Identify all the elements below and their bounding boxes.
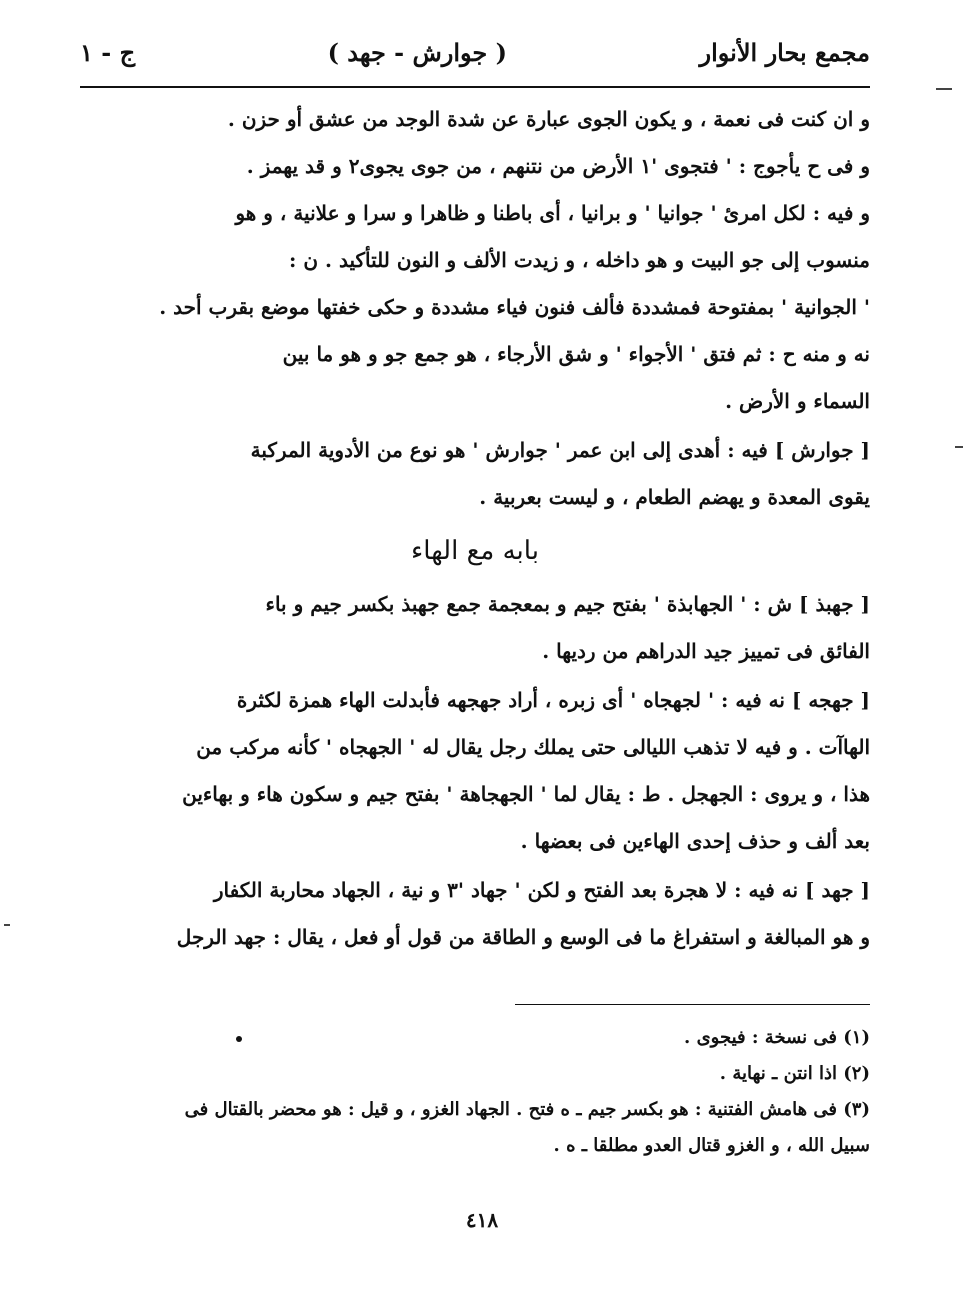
text-line: منسوب إلى جو البيت و هو داخله ، و زيدت الألف و النون للتأكيد . ن : (289, 248, 870, 272)
footnotes (80, 1020, 870, 1164)
text-line: [ جوارش ] فيه : أهدى إلى ابن عمر ' جوارش ' هو نوع من الأدوية المركبة (250, 438, 870, 462)
text-line: الفائق فى تمييز جيد الدراهم من رديها . (542, 639, 870, 663)
body-text (80, 96, 870, 961)
page-number: ٤١٨ (465, 1208, 499, 1232)
entry-jahjah (80, 677, 870, 865)
paragraph-jawa (80, 96, 870, 425)
running-header (80, 30, 870, 74)
volume-number: ج - ١ (80, 37, 136, 67)
text-line: ' الجوانية ' بمفتوحة فمشددة فألف فنون فياء مشددة و حكى خفتها موضع بقرب أحد . (159, 295, 870, 319)
footnote-2: (٢) اذا انتن ـ نهاية . (719, 1063, 870, 1084)
scan-margin-mark (4, 924, 10, 926)
header-rule (80, 86, 870, 88)
text-line: نه و منه ح : ثم فتق ' الأجواء ' و شق الأرجاء ، هو جمع جو و هو ما بين (282, 342, 870, 366)
scan-margin-mark (936, 88, 952, 90)
section-range: ( جوارش - جهد ) (327, 37, 507, 67)
footnote-3: (٣) فى هامش الفتنية : هو بكسر جيم ـ ه فتح . الجهاد الغزو ، و قيل : هو محضر بالقتال فى (184, 1099, 870, 1120)
text-line: و فيه : لكل امرئ ' جوانيا ' و برانيا ، أى باطنا و ظاهرا و سرا و علانية ، و هو (235, 201, 870, 225)
footnote-3-continued: سبيل الله ، و الغزو قتال العدو مطلقا ـ ه . (553, 1135, 870, 1156)
text-line: هذا ، و يروى : الجهجل . ط : يقال لما ' الجهجاهة ' بفتح جيم و سكون هاء و بهاءين (182, 782, 870, 806)
text-line: بعد ألف و حذف إحدى الهاءين فى بعضها . (520, 829, 870, 853)
text-line: و هو المبالغة و استفراغ ما فى الوسع و الطاقة من قول أو فعل ، يقال : جهد الرجل (176, 925, 870, 949)
text-line: [ جهد ] نه فيه : لا هجرة بعد الفتح و لكن ' جهاد '٣ و نية ، الجهاد محاربة الكفار (213, 878, 870, 902)
entry-jahbadh (80, 581, 870, 675)
text-line: الهاآت . و فيه لا تذهب الليالى حتى يملك رجل يقال له ' الجهجاه ' كأنه مركب من (196, 735, 870, 759)
footnote-1: (١) فى نسخة : فيجوى . (684, 1027, 870, 1048)
text-line: يقوى المعدة و يهضم الطعام ، و ليست بعربية . (479, 485, 870, 509)
footnote-rule (515, 1004, 870, 1005)
chapter-heading: بابه مع الهاء (411, 536, 539, 566)
text-line: [ جهبذ ] ش : ' الجهابذة ' بفتح جيم و بمعجمة جمع جهبذ بكسر جيم و باء (265, 592, 870, 616)
text-line: و ان كنت فى نعمة ، و يكون الجوى عبارة عن شدة الوجد من عشق أو حزن . (227, 107, 870, 131)
text-line: [ جهجه ] نه فيه : ' لجهجاه ' أى زبره ، أراد جهجهه فأبدلت الهاء همزة لكثرة (236, 688, 870, 712)
scan-margin-mark (955, 446, 963, 448)
entry-jahd (80, 867, 870, 961)
entry-jawarish (80, 427, 870, 521)
text-line: السماء و الأرض . (725, 389, 870, 413)
text-line: و فى ح يأجوج : ' فتجوى '١ الأرض من نتنهم ، من جوى يجوى٢ و قد يهمز . (246, 154, 870, 178)
book-title: مجمع بحار الأنوار (699, 37, 870, 67)
